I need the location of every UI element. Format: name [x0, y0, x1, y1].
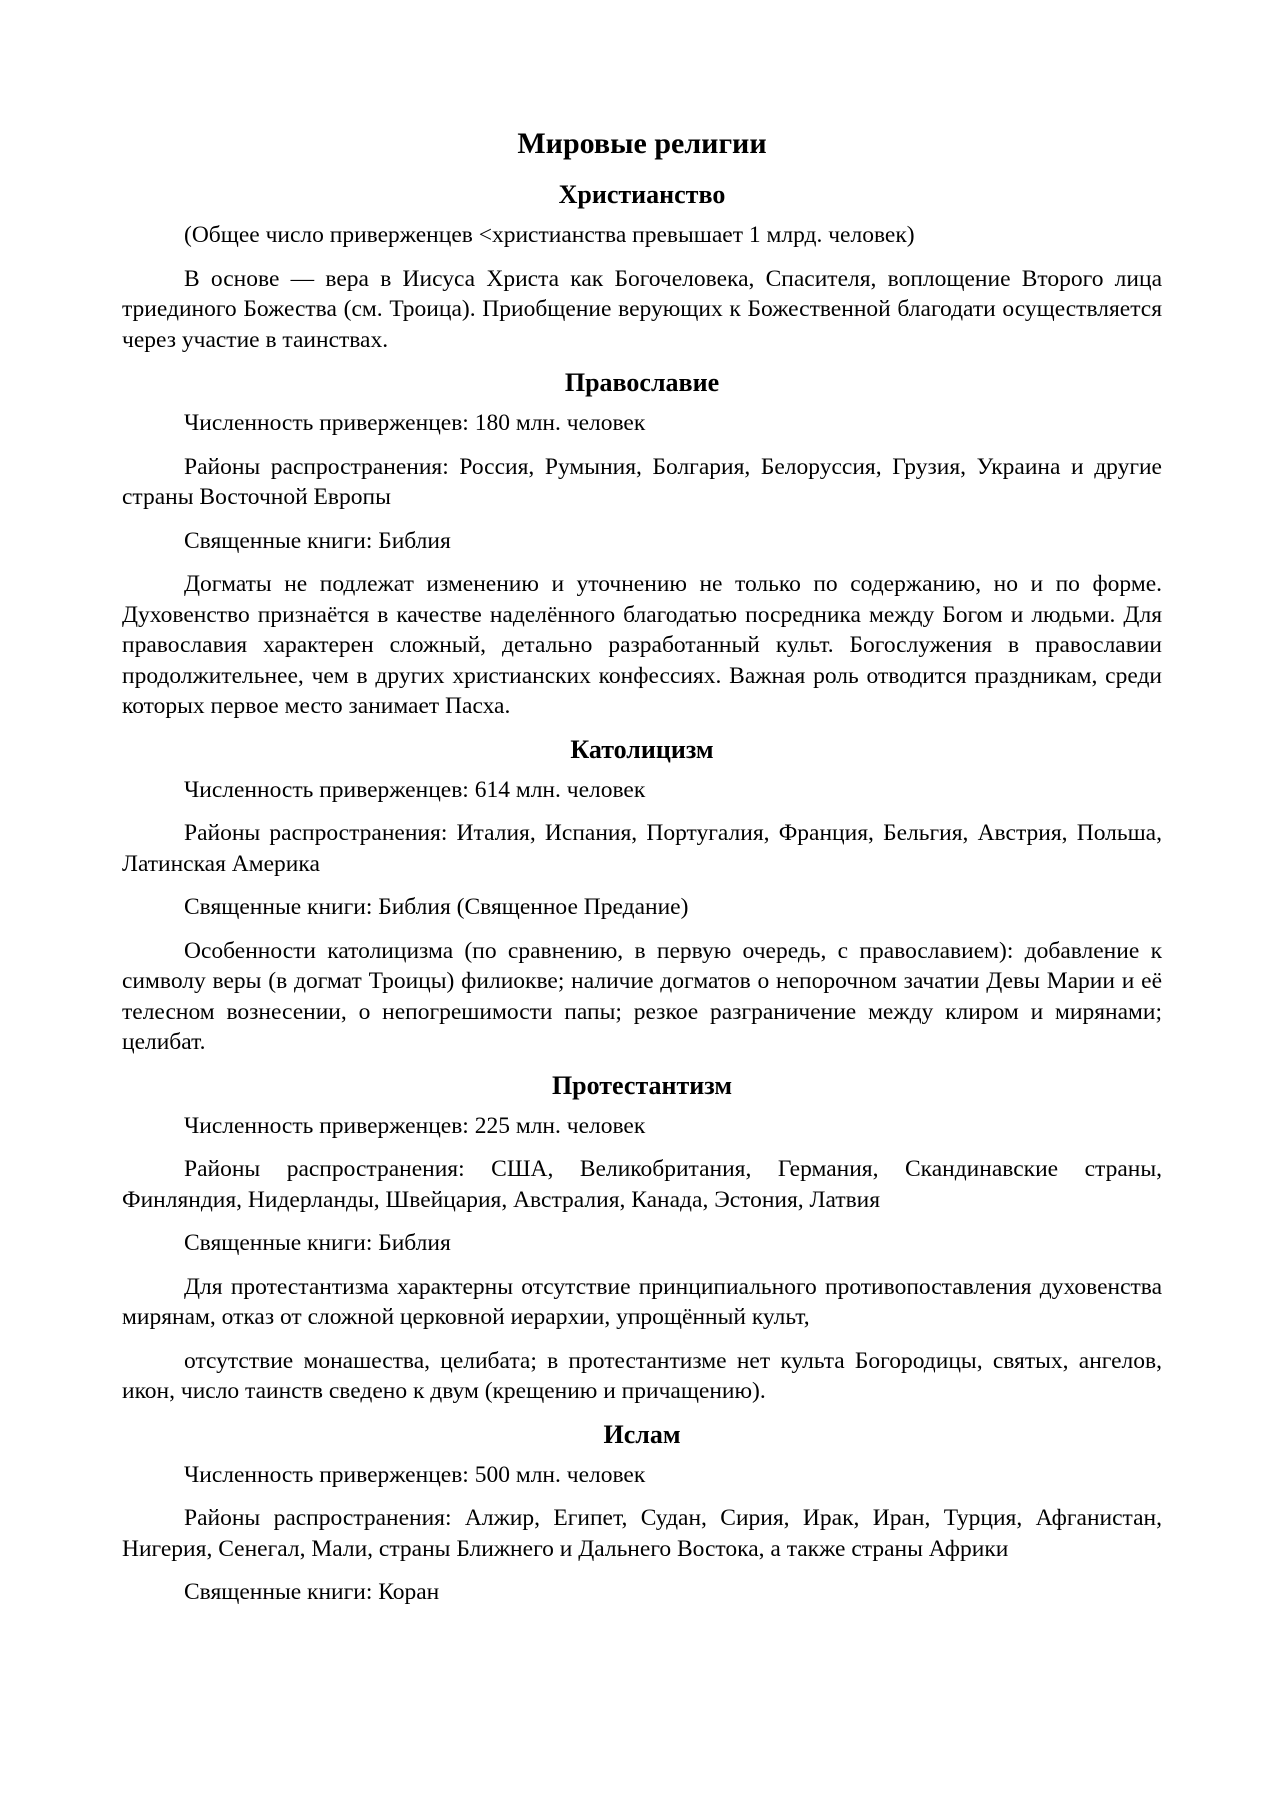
- paragraph: Догматы не подлежат изменению и уточнению не только по содержанию, но и по форме. Духовенство признаётся в качестве наделённого благодатью посредника между Богом и людьми. Для православия характерен сложный, детально разработанный культ. Богослужения в православии продолжительнее, чем в других христианских конфессиях. Важная роль отводится праздникам, среди которых первое место занимает Пасха.: [122, 571, 1162, 719]
- page-title: Мировые религии: [517, 127, 767, 160]
- section-heading: Ислам: [603, 1419, 681, 1449]
- paragraph: Особенности католицизма (по сравнению, в первую очередь, с православием): добавление к символу веры (в догмат Троицы) филиокве; наличие догматов о непорочном зачатии Девы Марии и её телесном вознесении, о непогрешимости папы; резкое разграничение между клиром и мирянами; целибат.: [122, 937, 1162, 1055]
- section-protestantism: [122, 1071, 1162, 1407]
- paragraph: Районы распространения: Италия, Испания, Португалия, Франция, Бельгия, Австрия, Польша, Латинская Америка: [122, 820, 1162, 877]
- paragraph: Районы распространения: США, Великобритания, Германия, Скандинавские страны, Финляндия, Нидерланды, Швейцария, Австралия, Канада, Эстония, Латвия: [122, 1156, 1162, 1213]
- paragraph: Численность приверженцев: 500 млн. человек: [184, 1461, 646, 1488]
- paragraph: Численность приверженцев: 225 млн. человек: [184, 1112, 646, 1139]
- paragraph: Численность приверженцев: 180 млн. человек: [184, 410, 646, 436]
- section-orthodoxy: [122, 368, 1162, 722]
- section-catholicism: [122, 735, 1162, 1058]
- paragraph: Численность приверженцев: 614 млн. человек: [184, 776, 646, 803]
- paragraph: Районы распространения: Алжир, Египет, Судан, Сирия, Ирак, Иран, Турция, Афганистан, Нигерия, Сенегал, Мали, страны Ближнего и Дальнего Востока, а также страны Африки: [122, 1505, 1162, 1562]
- paragraph: (Общее число приверженцев <христианства превышает 1 млрд. человек): [184, 222, 915, 248]
- section-heading: Христианство: [558, 180, 726, 209]
- paragraph: Районы распространения: Россия, Румыния, Болгария, Белоруссия, Грузия, Украина и другие страны Восточной Европы: [122, 453, 1162, 510]
- section-islam: [122, 1420, 1162, 1608]
- paragraph: В основе — вера в Иисуса Христа как Богочеловека, Спасителя, воплощение Второго лица триединого Божества (см. Троица). Приобщение верующих к Божественной благодати осуществляется через участие в таинствах.: [122, 265, 1162, 353]
- paragraph: Священные книги: Библия (Священное Предание): [184, 894, 689, 920]
- paragraph: Для протестантизма характерны отсутствие принципиального противопоставления духовенства мирянам, отказ от сложной церковной иерархии, упрощённый культ,: [122, 1273, 1162, 1330]
- paragraph: отсутствие монашества, целибата; в протестантизме нет культа Богородицы, святых, ангелов, икон, число таинств сведено к двум (крещению и причащению).: [122, 1347, 1162, 1404]
- section-heading: Католицизм: [570, 734, 714, 764]
- section-heading: Протестантизм: [551, 1070, 733, 1100]
- section-christianity: [122, 180, 1162, 355]
- section-heading: Православие: [564, 368, 720, 397]
- paragraph: Священные книги: Библия: [184, 1230, 451, 1256]
- paragraph: Священные книги: Библия: [184, 527, 451, 554]
- paragraph: Священные книги: Коран: [184, 1579, 440, 1605]
